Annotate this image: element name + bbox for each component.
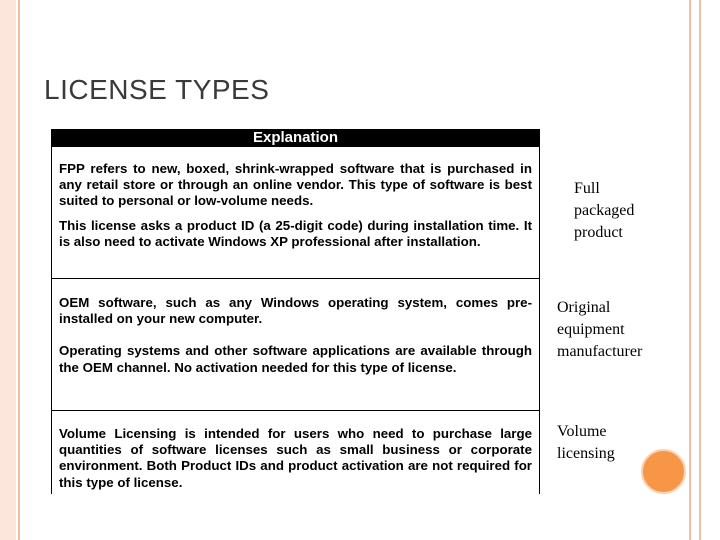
volume-description: Volume Licensing is intended for users who need to purchase large quantities of software licenses such as small business or corporate environment. Both Product IDs and product activation are not required for this type of license. (59, 426, 532, 490)
fpp-description: FPP refers to new, boxed, shrink-wrapped software that is purchased in any retail store or through an online vendor. This type of software is best suited to personal or low-volume needs. (59, 161, 532, 209)
oem-activation-note: Operating systems and other software applications are available through the OEM channel. No activation needed for this type of license. (59, 343, 532, 375)
fpp-activation-note: This license asks a product ID (a 25-digit code) during installation time. It is also need to activate Windows XP professional after installation. (59, 217, 532, 249)
oem-description: OEM software, such as any Windows operating system, comes pre-installed on your new computer. (59, 295, 532, 327)
label-line: Volume (557, 423, 607, 440)
left-decorative-band (0, 0, 16, 540)
table-header: Explanation (52, 129, 539, 147)
label-line: packaged (574, 202, 635, 219)
table-cell-oem (52, 295, 539, 376)
label-line: Full (574, 180, 600, 197)
label-full-packaged-product (574, 178, 634, 244)
table-cell-fpp (52, 161, 539, 250)
label-volume-licensing (557, 421, 615, 465)
label-line: equipment (557, 321, 625, 338)
left-decorative-line (18, 0, 20, 540)
table-divider (52, 278, 539, 279)
right-decorative-line-inner (699, 0, 701, 540)
label-line: licensing (557, 445, 615, 462)
label-line: manufacturer (557, 343, 643, 360)
label-original-equipment-manufacturer (557, 297, 642, 363)
table-divider (52, 410, 539, 411)
right-decorative-line-outer (689, 0, 691, 540)
table-cell-volume (52, 426, 539, 491)
label-line: Original (557, 299, 611, 316)
label-line: product (574, 224, 623, 241)
explanation-table (51, 129, 540, 494)
orange-circle-decoration (641, 449, 686, 494)
slide-title: LICENSE TYPES (44, 74, 270, 105)
